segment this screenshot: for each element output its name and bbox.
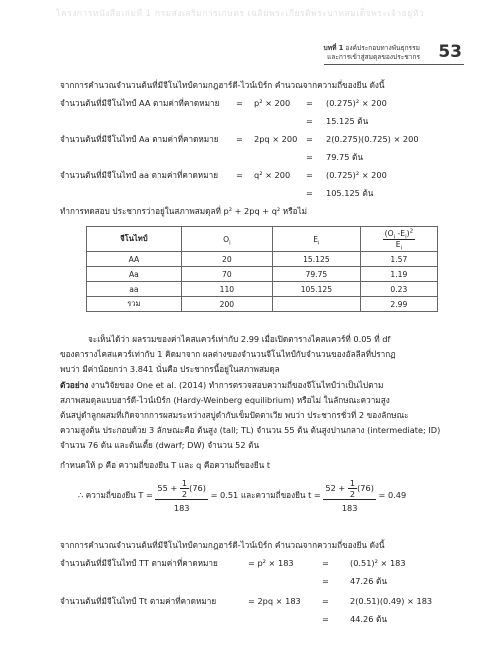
equals-sign: = <box>322 558 329 568</box>
tt-upper-result: 47.26 ต้น <box>350 576 387 586</box>
frequency-t-result: = 0.51 และความถี่ของยีน t = <box>210 490 321 500</box>
equals-sign: = <box>306 98 313 108</box>
page-number: 53 <box>438 42 462 62</box>
aa-upper-result: 15.125 ต้น <box>326 116 369 126</box>
tt-upper-calc: (0.51)² × 183 <box>350 558 406 568</box>
equals-sign: = <box>306 152 313 162</box>
equals-sign: = <box>322 614 329 624</box>
aa-mixed-label: จำนวนต้นที่มีจีโนไทป์ Aa ตามค่าที่คาดหมาย <box>60 134 219 144</box>
observed-cell: 20 <box>181 252 272 267</box>
tt-mixed-calc: 2(0.51)(0.49) × 183 <box>350 596 433 606</box>
frequency-q-result: = 0.49 <box>378 490 407 500</box>
tt-mixed-result: 44.26 ต้น <box>350 614 387 624</box>
running-header <box>324 44 420 62</box>
calc-intro-2: จากการคำนวณจำนวนต้นที่มีจีโนไทป์ตามกฎฮาร์ดี-ไวน์เบิร์ก คำนวณจากความถี่ของยีน ดังนี้ <box>60 540 385 550</box>
genotype-cell: aa <box>87 282 182 297</box>
definition-text: กำหนดให้ p คือ ความถี่ของยีน T และ q คือความถี่ของยีน t <box>60 460 271 470</box>
table-row <box>87 267 438 282</box>
chi-cell: 1.19 <box>360 267 437 282</box>
aa-mixed-formula: 2pq × 200 <box>254 134 298 144</box>
allele-frequency-formula <box>78 478 406 513</box>
chi-term-header: $\frac{(O_i -E_i)^2}{E_i}$ <box>360 227 437 252</box>
tt-mixed-formula: = 2pq × 183 <box>248 596 301 606</box>
example-line-5: จำนวน 76 ต้น และต้นเตี้ย (dwarf; DW) จำนวน 52 ต้น <box>60 440 260 450</box>
chi-cell: 0.23 <box>360 282 437 297</box>
expected-header: $E_i$ <box>273 227 361 252</box>
expected-cell: 15.125 <box>273 252 361 267</box>
tt-upper-formula: = p² × 183 <box>248 558 294 568</box>
header-rule <box>324 64 464 65</box>
aa-mixed-result: 79.75 ต้น <box>326 152 363 162</box>
aa-lower-label: จำนวนต้นที่มีจีโนไทป์ aa ตามค่าที่คาดหมาย <box>60 170 219 180</box>
equilibrium-test-text: ทำการทดสอบ ประชากรว่าอยู่ในสภาพสมดุลที่ p² + 2pq + q² หรือไม่ <box>60 206 308 216</box>
example-line-4: ความสูงต้น ประกอบด้วย 3 ลักษณะคือ ต้นสูง (tall; TL) จำนวน 55 ต้น ต้นสูงปานกลาง (intermediate; ID) <box>60 425 441 435</box>
aa-mixed-calc: 2(0.275)(0.725) × 200 <box>326 134 419 144</box>
equals-sign: = <box>236 134 243 144</box>
equals-sign: = <box>306 134 313 144</box>
conclusion-line-3: พบว่า มีค่าน้อยกว่า 3.841 นั่นคือ ประชากรนี้อยู่ในสภาพสมดุล <box>60 364 280 374</box>
table-row <box>87 252 438 267</box>
chi-cell: 1.57 <box>360 252 437 267</box>
equals-sign: = <box>236 98 243 108</box>
observed-header: $O_i$ <box>181 227 272 252</box>
tt-upper-label: จำนวนต้นที่มีจีโนไทป์ TT ตามค่าที่คาดหมาย <box>60 558 218 568</box>
chapter-title: องค์ประกอบทางพันธุกรรม <box>345 44 420 52</box>
aa-upper-calc: (0.275)² × 200 <box>326 98 387 108</box>
chapter-subtitle: และการเข้าสู่สมดุลของประชากร <box>327 53 420 61</box>
calc-intro-1: จากการคำนวณจำนวนต้นที่มีจีโนไทป์ตามกฎฮาร์ดี-ไวน์เบิร์ก คำนวณจากความถี่ของยีน ดังนี้ <box>60 80 385 90</box>
frequency-t-fraction: 55 + $\frac{1}{2}$ (76) 183 <box>157 478 206 513</box>
expected-cell: 105.125 <box>273 282 361 297</box>
conclusion-line-1: จะเห็นได้ว่า ผลรวมของค่าไคสแควร์เท่ากับ 2.99 เมื่อเปิดตารางไคสแควร์ที่ 0.05 ที่ df <box>88 334 391 344</box>
equals-sign: = <box>322 576 329 586</box>
frequency-q-fraction: 52 + $\frac{1}{2}$ (76) 183 <box>325 478 374 513</box>
genotype-header: จีโนไทป์ <box>87 227 182 252</box>
aa-lower-formula: q² × 200 <box>254 170 291 180</box>
chi-cell: 2.99 <box>360 297 437 312</box>
observed-cell: 110 <box>181 282 272 297</box>
aa-lower-calc: (0.725)² × 200 <box>326 170 387 180</box>
table-row <box>87 282 438 297</box>
watermark-text: โครงการหนังสือเล่มที่ 1 กรมส่งเสริมการเกษตร เฉลิมพระเกียรติพระบาทสมเด็จพระเจ้าอยู่หัว <box>55 9 425 19</box>
example-line-2: สภาพสมดุลแบบฮาร์ดี-ไวน์เบิร์ก (Hardy-Weinberg equilibrium) หรือไม่ ในลักษณะความสูง <box>60 395 390 405</box>
example-label: ตัวอย่าง <box>60 380 89 390</box>
aa-upper-formula: p² × 200 <box>254 98 291 108</box>
aa-lower-result: 105.125 ต้น <box>326 188 374 198</box>
equals-sign: = <box>322 596 329 606</box>
aa-upper-label: จำนวนต้นที่มีจีโนไทป์ AA ตามค่าที่คาดหมาย <box>60 98 220 108</box>
expected-cell: 79.75 <box>273 267 361 282</box>
equals-sign: = <box>306 188 313 198</box>
example-line-3: ต้นสบู่ดำลูกผสมที่เกิดจากการผสมระหว่างสบู่ดำกับเข็มปัตตาเวีย พบว่า ประชากรชั่วที่ 2 ของลักษณะ <box>60 410 409 420</box>
observed-cell: 200 <box>181 297 272 312</box>
observed-cell: 70 <box>181 267 272 282</box>
table-total-row <box>87 297 438 312</box>
genotype-cell: AA <box>87 252 182 267</box>
conclusion-line-2: ของตารางไคสแควร์เท่ากับ 1 คิดมาจาก ผลต่างของจำนวนจีโนไทป์กับจำนวนของอัลลีลที่ปรากฏ <box>60 349 396 359</box>
example-line-1: ตัวอย่าง งานวิจัยของ One et al. (2014) ทำการตรวจสอบความถี่ของจีโนไทป์ว่าเป็นไปตาม <box>60 380 384 390</box>
equals-sign: = <box>236 170 243 180</box>
expected-cell <box>273 297 361 312</box>
frequency-t-label: ∴ ความถี่ของยีน T = <box>78 490 153 500</box>
chi-square-table <box>86 226 438 312</box>
chapter-number: บทที่ 1 <box>323 44 344 52</box>
genotype-cell: Aa <box>87 267 182 282</box>
tt-mixed-label: จำนวนต้นที่มีจีโนไทป์ Tt ตามค่าที่คาดหมาย <box>60 596 217 606</box>
genotype-cell: รวม <box>87 297 182 312</box>
table-header-row <box>87 227 438 252</box>
equals-sign: = <box>306 170 313 180</box>
equals-sign: = <box>306 116 313 126</box>
